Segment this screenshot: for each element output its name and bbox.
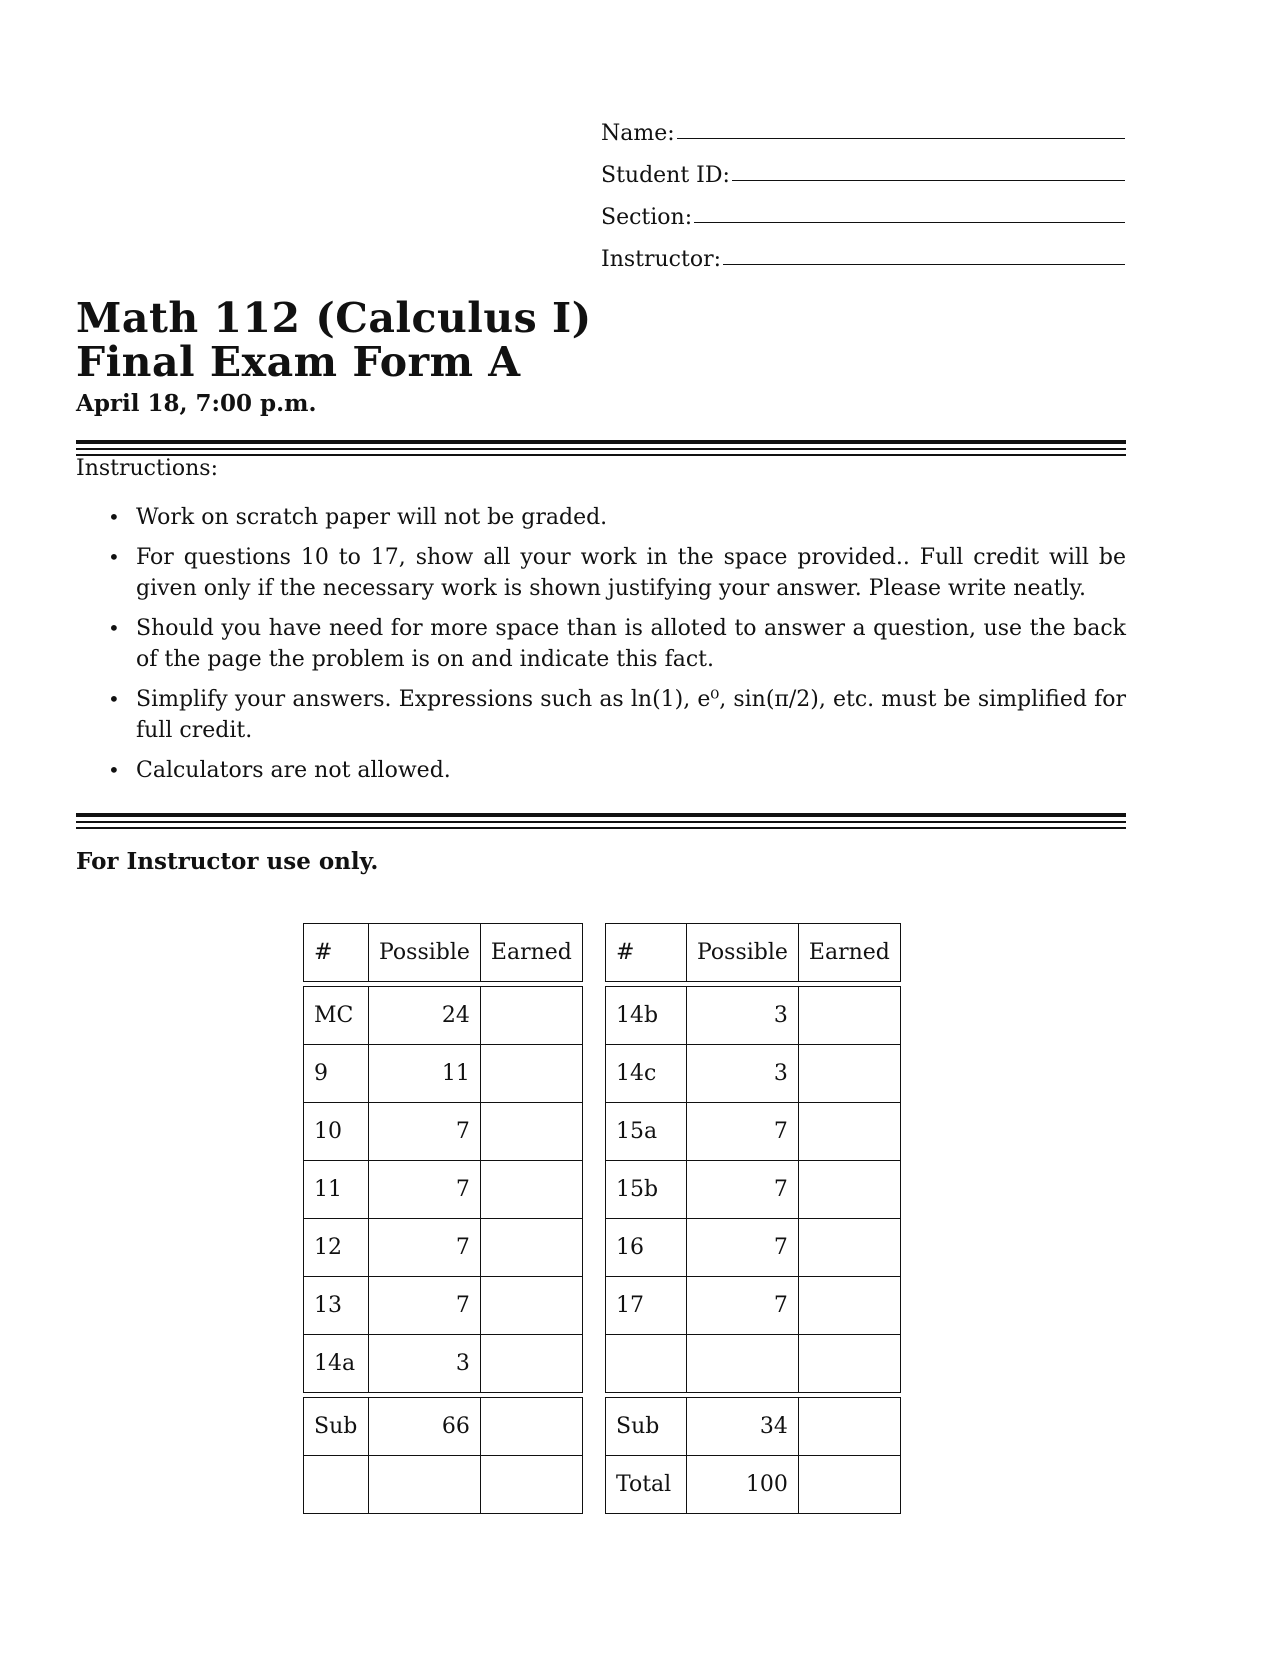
points-earned-cell[interactable]: [798, 1161, 900, 1219]
points-possible: 7: [369, 1219, 481, 1277]
empty-cell: [304, 1456, 369, 1514]
student-info-block: [601, 104, 1125, 272]
empty-cell: [480, 1456, 582, 1514]
exam-date: April 18, 7:00 p.m.: [76, 390, 317, 417]
empty-cell: [369, 1456, 481, 1514]
exam-title: Final Exam Form A: [76, 338, 521, 386]
header-possible: Possible: [687, 924, 799, 982]
instructions-list: [108, 502, 1126, 795]
section-label: Section:: [601, 205, 693, 230]
question-number: 10: [304, 1103, 369, 1161]
table-row: [304, 1219, 583, 1277]
table-row: [304, 987, 583, 1045]
points-earned-cell[interactable]: [480, 1103, 582, 1161]
instructor-field[interactable]: [601, 230, 1125, 272]
section-field[interactable]: [601, 188, 1125, 230]
table-row: [606, 1103, 901, 1161]
points-earned-cell[interactable]: [480, 1045, 582, 1103]
list-item: • Simplify your answers. Expressions such as ln(1), e⁰, sin(π/2), etc. must be simplified for full credit.: [108, 687, 1126, 743]
empty-cell: [606, 1335, 687, 1393]
points-possible: 7: [687, 1103, 799, 1161]
subtotal-row: [606, 1398, 901, 1456]
list-item: • Should you have need for more space than is alloted to answer a question, use the back of the page the problem is on and indicate this fact.: [108, 616, 1126, 672]
empty-cell: [798, 1335, 900, 1393]
table-row: [606, 1161, 901, 1219]
question-number: 17: [606, 1277, 687, 1335]
points-earned-cell[interactable]: [798, 1103, 900, 1161]
name-label: Name:: [601, 121, 675, 146]
instructor-use-heading: For Instructor use only.: [76, 848, 379, 875]
header-possible: Possible: [369, 924, 481, 982]
table-header-row: [304, 924, 583, 982]
question-number: 14a: [304, 1335, 369, 1393]
points-possible: 7: [369, 1277, 481, 1335]
subtotal-row: [304, 1398, 583, 1456]
instructor-line[interactable]: [723, 264, 1125, 265]
question-number: 14c: [606, 1045, 687, 1103]
subtotal-earned-cell[interactable]: [480, 1398, 582, 1456]
points-possible: 7: [369, 1103, 481, 1161]
points-possible: 24: [369, 987, 481, 1045]
header-number: #: [304, 924, 369, 982]
list-item: • For questions 10 to 17, show all your work in the space provided.. Full credit will be given only if the necessary work is shown justifying your answer. Please write neatly.: [108, 545, 1126, 601]
total-row: [606, 1456, 901, 1514]
points-earned-cell[interactable]: [798, 1045, 900, 1103]
table-row: [606, 1045, 901, 1103]
list-item: • Work on scratch paper will not be graded.: [108, 505, 608, 530]
divider-top: [76, 440, 1126, 456]
points-possible: 11: [369, 1045, 481, 1103]
points-earned-cell[interactable]: [480, 987, 582, 1045]
points-earned-cell[interactable]: [480, 1219, 582, 1277]
table-row: [304, 1045, 583, 1103]
question-number: 15a: [606, 1103, 687, 1161]
instructor-label: Instructor:: [601, 247, 722, 272]
points-possible: 3: [687, 1045, 799, 1103]
table-row: [304, 1335, 583, 1393]
table-row: [304, 1161, 583, 1219]
table-row: [606, 1219, 901, 1277]
name-field[interactable]: [601, 104, 1125, 146]
question-number: MC: [304, 987, 369, 1045]
question-number: 16: [606, 1219, 687, 1277]
subtotal-earned-cell[interactable]: [798, 1398, 900, 1456]
section-line[interactable]: [694, 222, 1125, 223]
question-number: 15b: [606, 1161, 687, 1219]
question-number: 13: [304, 1277, 369, 1335]
total-label: Total: [606, 1456, 687, 1514]
header-earned: Earned: [798, 924, 900, 982]
question-number: 11: [304, 1161, 369, 1219]
question-number: 9: [304, 1045, 369, 1103]
subtotal-label: Sub: [606, 1398, 687, 1456]
points-earned-cell[interactable]: [480, 1335, 582, 1393]
table-header-row: [606, 924, 901, 982]
points-possible: 3: [687, 987, 799, 1045]
list-item: • Calculators are not allowed.: [108, 758, 451, 783]
divider-bottom: [76, 813, 1126, 829]
header-earned: Earned: [480, 924, 582, 982]
subtotal-possible: 66: [369, 1398, 481, 1456]
subtotal-label: Sub: [304, 1398, 369, 1456]
grade-table-left: [303, 923, 583, 1514]
subtotal-possible: 34: [687, 1398, 799, 1456]
points-earned-cell[interactable]: [798, 1277, 900, 1335]
points-earned-cell[interactable]: [798, 1219, 900, 1277]
table-row: [304, 1456, 583, 1514]
course-title: Math 112 (Calculus I): [76, 294, 592, 342]
table-row: [304, 1103, 583, 1161]
points-earned-cell[interactable]: [798, 987, 900, 1045]
total-earned-cell[interactable]: [798, 1456, 900, 1514]
empty-cell: [687, 1335, 799, 1393]
instructions-label: Instructions:: [76, 456, 218, 481]
student-id-field[interactable]: [601, 146, 1125, 188]
points-earned-cell[interactable]: [480, 1161, 582, 1219]
table-row: [606, 987, 901, 1045]
points-possible: 3: [369, 1335, 481, 1393]
points-possible: 7: [687, 1161, 799, 1219]
points-possible: 7: [369, 1161, 481, 1219]
name-line[interactable]: [677, 138, 1125, 139]
question-number: 14b: [606, 987, 687, 1045]
grade-table-right: [605, 923, 901, 1514]
points-possible: 7: [687, 1219, 799, 1277]
table-row: [304, 1277, 583, 1335]
table-row: [606, 1335, 901, 1393]
student-id-line[interactable]: [732, 180, 1125, 181]
exam-title-block: [76, 296, 592, 417]
student-id-label: Student ID:: [601, 163, 730, 188]
points-earned-cell[interactable]: [480, 1277, 582, 1335]
total-possible: 100: [687, 1456, 799, 1514]
question-number: 12: [304, 1219, 369, 1277]
header-number: #: [606, 924, 687, 982]
table-row: [606, 1277, 901, 1335]
points-possible: 7: [687, 1277, 799, 1335]
